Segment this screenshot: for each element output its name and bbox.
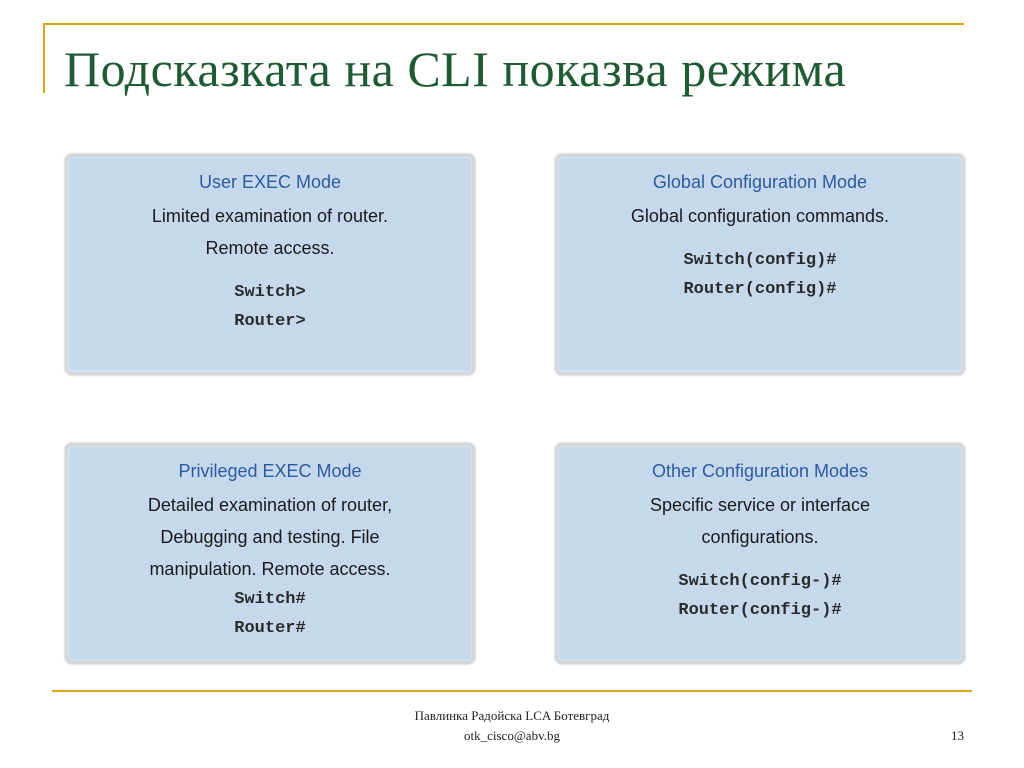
description-line: Specific service or interface	[649, 495, 871, 515]
card-global-configuration-mode	[555, 154, 965, 375]
footer-email: otk_cisco@abv.bg	[464, 728, 560, 743]
card-description	[558, 200, 962, 232]
card-prompts	[68, 585, 472, 643]
prompt-line: Switch>	[234, 283, 306, 302]
prompt-line: Switch#	[234, 590, 306, 609]
slide-number: 13	[951, 728, 964, 743]
card-title: User EXEC Mode	[198, 172, 342, 192]
footer-author: Павлинка Радойска LCA Ботевград	[414, 708, 610, 723]
slide-title: Подсказката на CLI показва режима	[64, 41, 847, 97]
card-title: Privileged EXEC Mode	[178, 461, 362, 481]
description-line: configurations.	[701, 527, 819, 547]
description-line: Debugging and testing. File	[160, 527, 380, 547]
description-line: Detailed examination of router,	[147, 495, 393, 515]
prompt-line: Switch(config-)#	[678, 572, 842, 591]
card-prompts	[558, 567, 962, 625]
description-line: Limited examination of router.	[151, 206, 389, 226]
description-line: Global configuration commands.	[630, 206, 890, 226]
bottom-divider	[52, 690, 972, 692]
card-prompts	[68, 278, 472, 336]
card-prompts	[558, 246, 962, 304]
prompt-line: Switch(config)#	[683, 251, 837, 270]
prompt-line: Router(config-)#	[678, 601, 842, 620]
card-other-configuration-modes	[555, 443, 965, 664]
card-title: Other Configuration Modes	[651, 461, 869, 481]
footer	[362, 706, 662, 746]
card-description	[68, 489, 472, 585]
card-description	[68, 200, 472, 264]
top-divider	[43, 23, 964, 25]
card-description	[558, 489, 962, 553]
card-title: Global Configuration Mode	[652, 172, 868, 192]
left-accent-bar	[43, 23, 45, 93]
prompt-line: Router#	[234, 619, 306, 638]
description-line: Remote access.	[205, 238, 335, 258]
card-user-exec-mode	[65, 154, 475, 375]
prompt-line: Router>	[234, 312, 306, 331]
description-line: manipulation. Remote access.	[149, 559, 391, 579]
prompt-line: Router(config)#	[683, 280, 837, 299]
card-privileged-exec-mode	[65, 443, 475, 664]
